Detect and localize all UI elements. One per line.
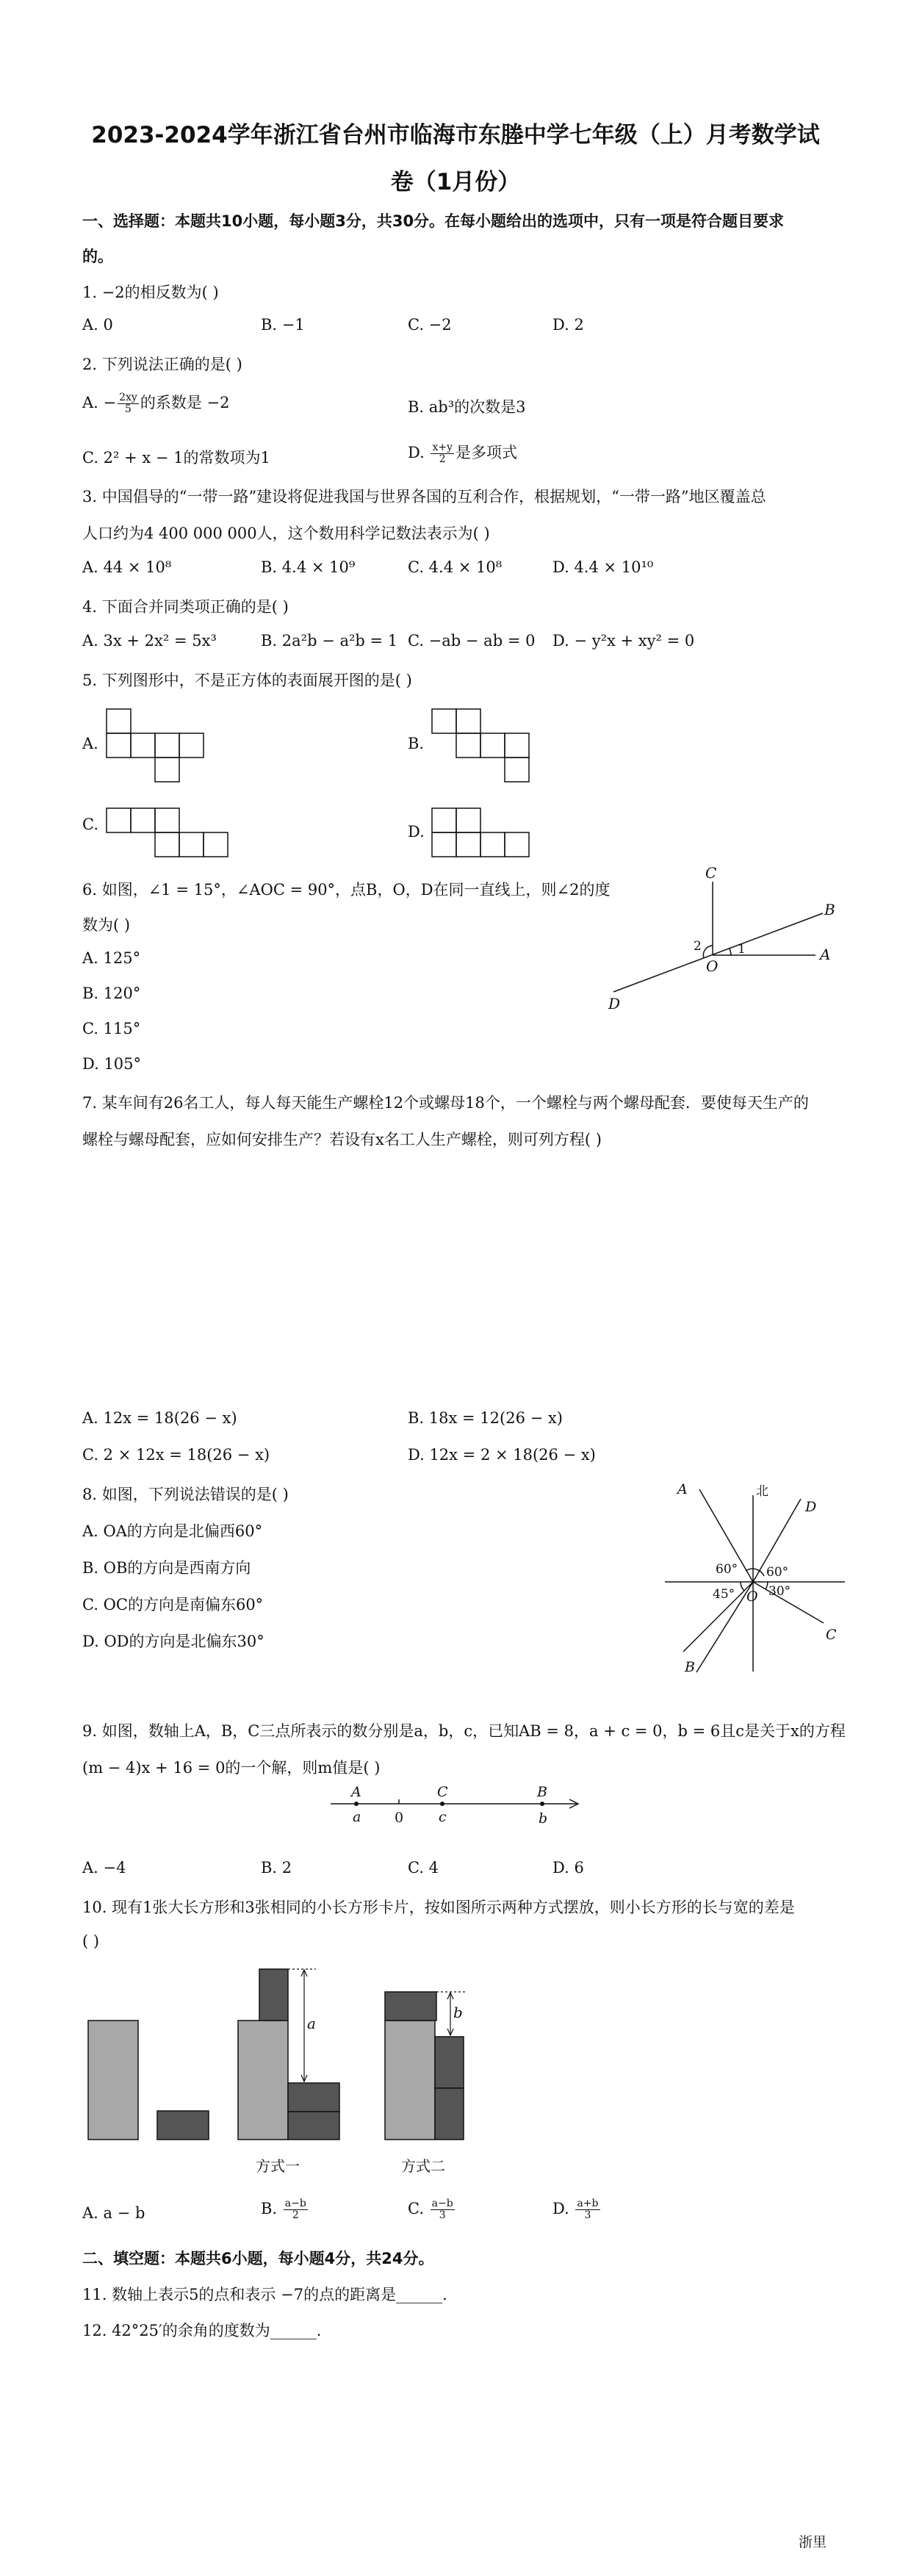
q10-option-c: C. $\frac{a-b}{3}$ — [408, 2198, 453, 2221]
label-o: O — [706, 957, 719, 975]
q9-option-d: D. 6 — [552, 1859, 584, 1877]
section1-header-cont: 的。 — [82, 248, 113, 265]
q10-stem-cont: ( ) — [82, 1932, 100, 1950]
way1-card-upper — [288, 2083, 339, 2112]
q6-stem-cont: 数为( ) — [82, 916, 131, 934]
net-a — [107, 709, 204, 782]
q9-option-b: B. 2 — [261, 1859, 292, 1877]
q2-option-a: A. − $\frac{2xy}{5}$ 的系数是 −2 — [82, 392, 230, 415]
point-c — [440, 1802, 444, 1806]
section2-header: 二、填空题：本题共6小题，每小题4分，共24分。 — [82, 2250, 434, 2267]
q6-stem: 6. 如图，∠1 = 15°，∠AOC = 90°，点B，O，D在同一直线上，则∠2的度 — [82, 881, 611, 899]
label-45: 45° — [713, 1587, 735, 1602]
q1-option-a: A. 0 — [82, 316, 113, 334]
q2-option-d: D. $\frac{x+y}{2}$ 是多项式 — [408, 442, 517, 465]
label-north: 北 — [756, 1484, 768, 1499]
value-b: b — [539, 1810, 548, 1827]
q7-option-d: D. 12x = 2 × 18(26 − x) — [408, 1446, 596, 1464]
q7-option-b: B. 18x = 12(26 − x) — [408, 1409, 563, 1427]
way2-large-card — [385, 2021, 435, 2140]
q8-option-b: B. OB的方向是西南方向 — [82, 1559, 251, 1577]
label-b: B — [824, 901, 835, 918]
q3-option-b: B. 4.4 × 10⁹ — [261, 558, 356, 576]
q9-number-line — [323, 1782, 595, 1841]
net-d — [432, 808, 529, 857]
q9-stem-cont: (m − 4)x + 16 = 0的一个解，则m值是( ) — [82, 1759, 381, 1777]
q8-option-d: D. OD的方向是北偏东30° — [82, 1633, 264, 1650]
way1-large-card — [238, 2021, 288, 2140]
label-60-right: 60° — [766, 1565, 789, 1580]
q6-option-c: C. 115° — [82, 1020, 141, 1037]
q5-stem: 5. 下列图形中，不是正方体的表面展开图的是( ) — [82, 672, 412, 689]
label-c: C — [437, 1784, 448, 1800]
q1-option-d: D. 2 — [552, 316, 584, 334]
q3-option-c: C. 4.4 × 10⁸ — [408, 558, 503, 576]
q3-option-d: D. 4.4 × 10¹⁰ — [552, 558, 654, 576]
q10-option-d: D. $\frac{a+b}{3}$ — [552, 2198, 599, 2221]
q5-option-a: A. — [82, 735, 98, 752]
exam-title-line2: 卷（1月份） — [390, 169, 521, 195]
label-angle-2: 2 — [694, 939, 702, 954]
q8-option-a: A. OA的方向是北偏西60° — [82, 1522, 263, 1540]
q4-option-c: C. −ab − ab = 0 — [408, 632, 536, 650]
way2-card-upper — [435, 2037, 464, 2088]
q8-option-c: C. OC的方向是南偏东60° — [82, 1596, 264, 1613]
label-a: a — [307, 2015, 316, 2032]
label-angle-1: 1 — [738, 942, 746, 957]
q10-stem: 10. 现有1张大长方形和3张相同的小长方形卡片，按如图所示两种方式摆放，则小长方形的长与宽的差是 — [82, 1899, 795, 1916]
q4-option-b: B. 2a²b − a²b = 1 — [261, 632, 398, 650]
q12-stem: 12. 42°25′的余角的度数为______. — [82, 2322, 322, 2339]
exam-title-line1: 2023-2024学年浙江省台州市临海市东塍中学七年级（上）月考数学试 — [91, 122, 820, 148]
way1-card-lower — [288, 2112, 339, 2140]
q5-option-b: B. — [408, 735, 425, 752]
q2-option-c: C. 2² + x − 1的常数项为1 — [82, 449, 270, 467]
way2-top-card — [385, 1992, 436, 2021]
q3-option-a: A. 44 × 10⁸ — [82, 558, 172, 576]
q9-option-c: C. 4 — [408, 1859, 439, 1877]
large-card — [88, 2021, 138, 2140]
label-b: b — [453, 2004, 463, 2021]
q7-option-a: A. 12x = 18(26 − x) — [82, 1409, 237, 1427]
angle-1-arc — [730, 949, 731, 955]
value-a: a — [353, 1809, 361, 1825]
label-d: D — [805, 1499, 817, 1515]
q1-option-c: C. −2 — [408, 316, 452, 334]
point-b — [540, 1802, 544, 1806]
label-a: A — [351, 1784, 361, 1800]
q6-angle-figure — [588, 863, 852, 1025]
q5-option-d: D. — [408, 823, 425, 841]
label-o: O — [746, 1589, 758, 1605]
label-c: C — [826, 1627, 837, 1643]
q4-stem: 4. 下面合并同类项正确的是( ) — [82, 598, 289, 616]
label-b: B — [685, 1659, 695, 1675]
q2-option-b: B. ab³的次数是3 — [408, 398, 526, 416]
label-way2: 方式二 — [401, 2157, 445, 2175]
q8-stem: 8. 如图，下列说法错误的是( ) — [82, 1486, 289, 1503]
q1-option-b: B. −1 — [261, 316, 305, 334]
angle-60-left-arc — [746, 1569, 753, 1571]
label-way1: 方式一 — [256, 2157, 300, 2175]
q5-option-c: C. — [82, 816, 98, 833]
q4-option-a: A. 3x + 2x² = 5x³ — [82, 632, 217, 650]
label-a: A — [820, 946, 831, 963]
q10-option-a: A. a − b — [82, 2204, 145, 2222]
label-b: B — [537, 1784, 547, 1800]
q3-stem-cont: 人口约为4 400 000 000人，这个数用科学记数法表示为( ) — [82, 525, 490, 542]
q9-option-a: A. −4 — [82, 1859, 126, 1877]
angle-45-arc — [741, 1582, 744, 1591]
label-c: C — [705, 864, 717, 882]
q5-nets-figure — [0, 0, 911, 882]
label-d: D — [608, 995, 621, 1012]
angle-30-arc — [766, 1582, 768, 1589]
q10-option-b: B. $\frac{a-b}{2}$ — [261, 2198, 306, 2221]
label-a: A — [677, 1481, 688, 1497]
net-c — [107, 808, 228, 857]
q11-stem: 11. 数轴上表示5的点和表示 −7的点的距离是______. — [82, 2286, 447, 2303]
q3-stem: 3. 中国倡导的“一带一路”建设将促进我国与世界各国的互利合作，根据规划，“一带一路”地区覆盖总 — [82, 488, 766, 506]
q2-stem: 2. 下列说法正确的是( ) — [82, 356, 242, 373]
footer-mark: 浙里 — [798, 2534, 827, 2550]
label-60-left: 60° — [716, 1562, 738, 1577]
label-30: 30° — [768, 1584, 791, 1599]
q8-direction-figure — [647, 1473, 860, 1686]
q7-option-c: C. 2 × 12x = 18(26 − x) — [82, 1446, 270, 1464]
q6-option-a: A. 125° — [82, 949, 141, 967]
section1-header: 一、选择题：本题共10小题，每小题3分，共30分。在每小题给出的选项中，只有一项是符合题目要求 — [82, 212, 785, 230]
q6-option-b: B. 120° — [82, 985, 141, 1002]
q4-option-d: D. − y²x + xy² = 0 — [552, 632, 695, 650]
line-bd — [613, 913, 823, 992]
value-zero: 0 — [395, 1810, 404, 1826]
way1-vertical-card — [259, 1969, 288, 2021]
q9-stem: 9. 如图，数轴上A，B，C三点所表示的数分别是a，b，c，已知AB = 8，a + c = 0，b = 6且c是关于x的方程 — [82, 1722, 846, 1740]
point-a — [354, 1802, 359, 1806]
value-c: c — [439, 1809, 447, 1825]
small-card — [157, 2111, 209, 2140]
q7-stem: 7. 某车间有26名工人，每人每天能生产螺栓12个或螺母18个，一个螺栓与两个螺母配套．要使每天生产的 — [82, 1094, 809, 1112]
way2-card-lower — [435, 2088, 464, 2140]
q7-stem-cont: 螺栓与螺母配套，应如何安排生产？若设有x名工人生产螺栓，则可列方程( ) — [82, 1131, 602, 1148]
net-b — [432, 709, 529, 782]
q10-cards-figure — [73, 1958, 514, 2193]
q6-option-d: D. 105° — [82, 1055, 142, 1073]
q1-stem: 1. −2的相反数为( ) — [82, 284, 219, 301]
